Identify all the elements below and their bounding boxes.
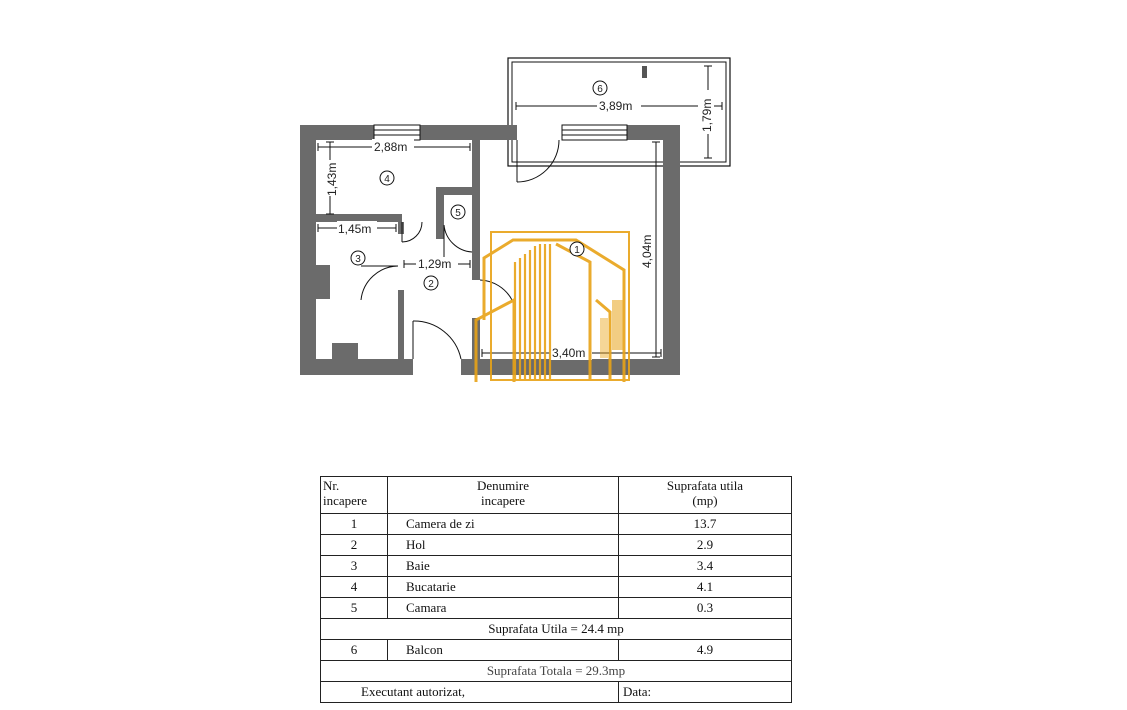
row-nr: 4: [321, 577, 388, 598]
row-nr: 6: [321, 640, 388, 661]
row-name: Hol: [388, 535, 619, 556]
dim-kitchen-width: 2,88m: [374, 140, 408, 154]
row-nr: 5: [321, 598, 388, 619]
total-row: [321, 661, 792, 682]
row-name: Balcon: [388, 640, 619, 661]
row-area: 0.3: [619, 598, 792, 619]
row-name: Camara: [388, 598, 619, 619]
dim-balcony-depth: 1,79m: [700, 98, 714, 132]
dim-hall-width: 1,29m: [418, 257, 452, 271]
window-kitchen: [374, 125, 420, 140]
table-row: [321, 598, 792, 619]
row-area: 3.4: [619, 556, 792, 577]
table-row: [321, 556, 792, 577]
row-name: Camera de zi: [388, 514, 619, 535]
room-area-table: [320, 476, 792, 703]
signature-label: Executant autorizat,: [321, 682, 619, 703]
room-number-6: 6: [597, 84, 603, 95]
table-row: [321, 535, 792, 556]
dim-kitchen-depth: 1,43m: [325, 162, 339, 196]
table-row: [321, 577, 792, 598]
balcony-row: [321, 640, 792, 661]
signature-row: [321, 682, 792, 703]
row-nr: 2: [321, 535, 388, 556]
room-number-4: 4: [384, 174, 390, 185]
room-number-2: 2: [428, 279, 434, 290]
table-row: [321, 514, 792, 535]
header-area: Suprafata utila (mp): [619, 477, 792, 514]
room-number-5: 5: [455, 208, 461, 219]
row-name: Baie: [388, 556, 619, 577]
room-number-1: 1: [574, 245, 580, 256]
window-living: [562, 125, 627, 140]
dim-living-depth: 4,04m: [640, 234, 654, 268]
table-header-row: [321, 477, 792, 514]
header-name: Denumire incapere: [388, 477, 619, 514]
row-name: Bucatarie: [388, 577, 619, 598]
row-area: 13.7: [619, 514, 792, 535]
dim-bath-width: 1,45m: [338, 222, 372, 236]
row-nr: 3: [321, 556, 388, 577]
date-label: Data:: [619, 682, 792, 703]
row-area: 4.9: [619, 640, 792, 661]
subtotal-row: [321, 619, 792, 640]
header-nr: Nr. incapere: [321, 477, 388, 514]
total-text: Suprafata Totala = 29.3mp: [321, 661, 792, 682]
dim-living-width: 3,40m: [552, 346, 586, 360]
row-area: 2.9: [619, 535, 792, 556]
row-area: 4.1: [619, 577, 792, 598]
room-number-3: 3: [355, 254, 361, 265]
dim-balcony-width: 3,89m: [599, 99, 633, 113]
row-nr: 1: [321, 514, 388, 535]
subtotal-text: Suprafata Utila = 24.4 mp: [321, 619, 792, 640]
